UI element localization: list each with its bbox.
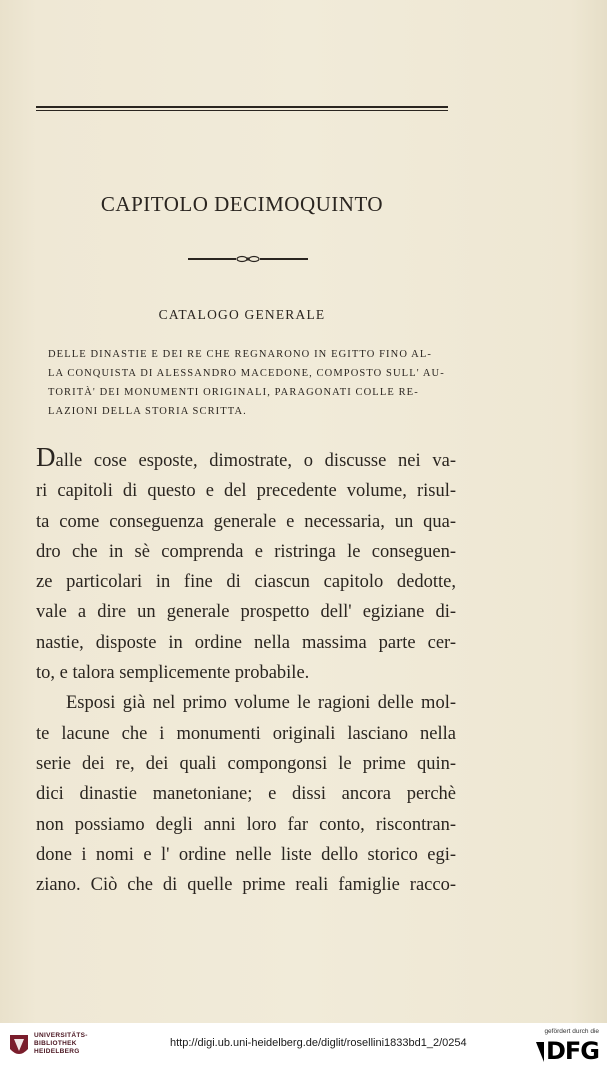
section-subtitle [48,345,443,421]
text-line: dro che in sè comprenda e ristringa le conseguen- [36,541,456,562]
text-line: non possiamo degli anni loro far conto, riscontran- [36,814,456,835]
chapter-title: CAPITOLO DECIMOQUINTO [100,192,384,216]
subtitle-line: TORITÀ' DEI MONUMENTI ORIGINALI, PARAGONATI COLLE RE- [48,387,419,398]
ornament-divider-icon [188,254,308,264]
text-line: te lacune che i monumenti originali lasciano nella [36,723,456,744]
text-line: vale a dire un generale prospetto dell' egiziane di- [36,602,456,623]
university-seal-icon [8,1033,30,1059]
page-url-link[interactable]: http://digi.ub.uni-heidelberg.de/diglit/rosellini1833bd1_2/0254 [170,1037,467,1049]
text-line: nastie, disposte in ordine nella massima parte cer- [36,632,456,653]
body-text [36,442,456,900]
subtitle-line: DELLE DINASTIE E DEI RE CHE REGNARONO IN EGITTO FINO AL- [48,349,432,360]
funding-note: gefördert durch die [544,1028,599,1035]
text-line: ta come conseguenza generale e necessaria, un qua- [36,511,456,532]
section-title: CATALOGO GENERALE [158,307,326,322]
text-line: ze particolari in fine di ciascun capitolo dedotte, [36,572,456,593]
subtitle-line: LAZIONI DELLA STORIA SCRITTA. [48,406,247,417]
text-line: done i nomi e l' ordine nelle liste dello storico egi- [36,844,456,865]
text-line: Esposi già nel primo volume le ragioni delle mol- [66,693,456,714]
text-line: serie dei re, dei quali compongonsi le prime quin- [36,753,456,774]
viewer-footer [0,1023,607,1067]
subtitle-line: LA CONQUISTA DI ALESSANDRO MACEDONE, COMPOSTO SULL' AU- [48,368,445,379]
text-line: ziano. Ciò che di quelle prime reali famiglie racco- [36,875,456,896]
drop-cap: D [36,442,56,472]
text-line: dici dinastie manetoniane; e dissi ancora perchè [36,784,456,805]
text-line: ri capitoli di questo e del precedente volume, risul- [36,481,456,502]
dfg-logo: DFG [536,1037,599,1065]
university-name: UNIVERSITÄTS- BIBLIOTHEK HEIDELBERG [34,1032,88,1055]
text-line: to, e talora semplicemente probabile. [36,663,310,684]
dfg-accent-icon [536,1042,544,1062]
text-line: Dalle cose esposte, dimostrate, o discusse nei va- [36,442,456,472]
header-rule [36,106,448,111]
